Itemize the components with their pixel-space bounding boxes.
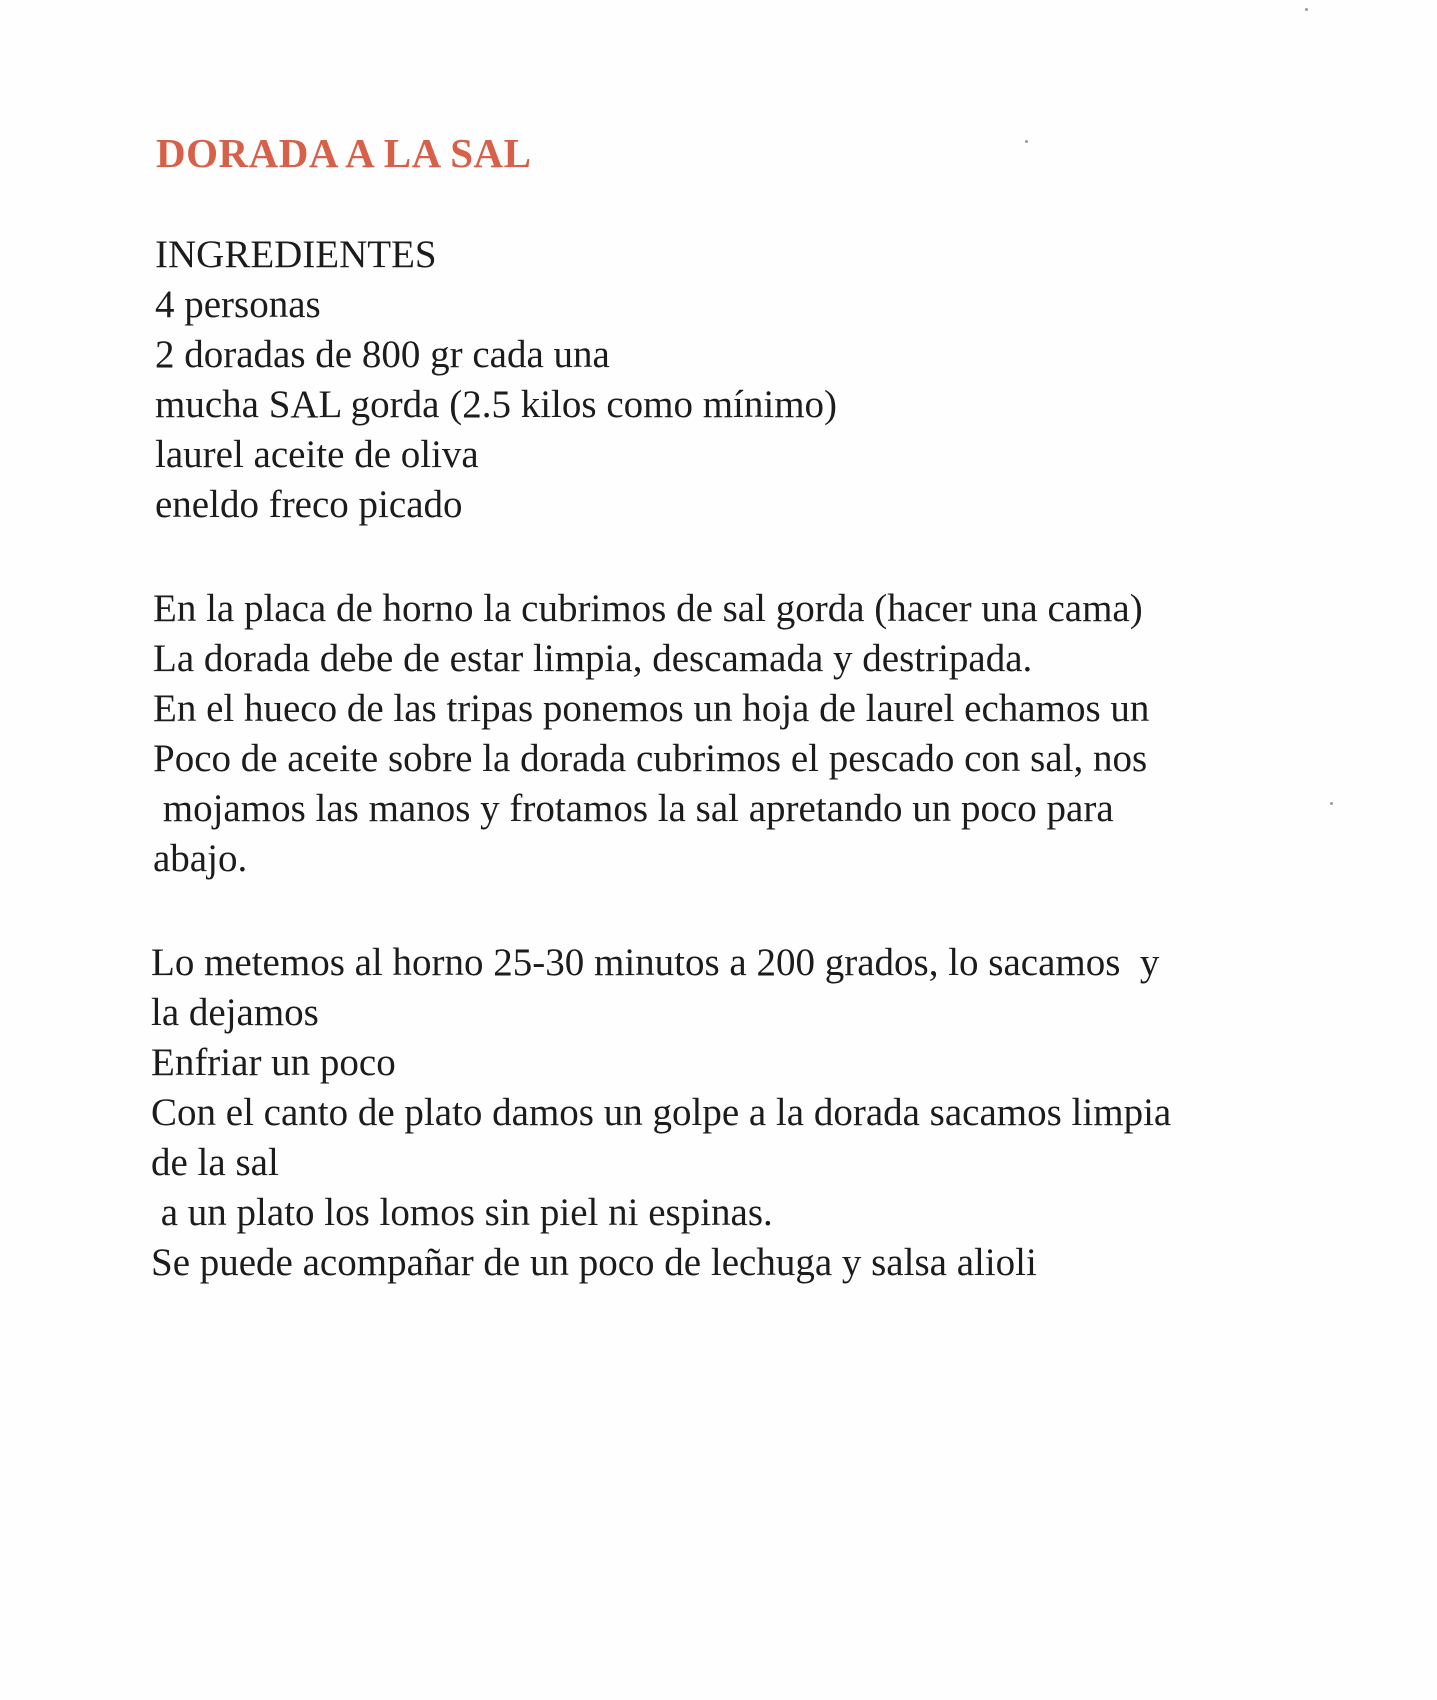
preparation-line: En el hueco de las tripas ponemos un hoja de laurel echamos un [153, 687, 1150, 730]
recipe-title: DORADA A LA SAL [156, 130, 532, 176]
scan-speck [1025, 140, 1028, 143]
scan-speck [1330, 802, 1333, 805]
preparation-line: En la placa de horno la cubrimos de sal gorda (hacer una cama) [153, 587, 1143, 630]
cooking-line: a un plato los lomos sin piel ni espinas. [151, 1191, 773, 1234]
cooking-line: Enfriar un poco [151, 1041, 396, 1084]
cooking-line: Se puede acompañar de un poco de lechuga y salsa alioli [151, 1241, 1037, 1284]
preparation-line: Poco de aceite sobre la dorada cubrimos el pescado con sal, nos [153, 737, 1148, 780]
ingredient-line: laurel aceite de oliva [155, 433, 479, 476]
ingredients-heading: INGREDIENTES [155, 233, 437, 276]
cooking-line: de la sal [151, 1141, 279, 1184]
ingredient-line: 4 personas [155, 283, 321, 326]
cooking-line: la dejamos [151, 991, 319, 1034]
cooking-line: Con el canto de plato damos un golpe a la dorada sacamos limpia [151, 1091, 1172, 1134]
ingredient-line: eneldo freco picado [155, 483, 463, 526]
ingredient-line: 2 doradas de 800 gr cada una [155, 333, 610, 376]
preparation-line: abajo. [153, 837, 248, 880]
ingredient-line: mucha SAL gorda (2.5 kilos como mínimo) [155, 383, 838, 426]
preparation-line: La dorada debe de estar limpia, descamada y destripada. [153, 637, 1033, 680]
preparation-line: mojamos las manos y frotamos la sal apretando un poco para [153, 787, 1114, 830]
scan-speck [1305, 8, 1308, 11]
cooking-line: Lo metemos al horno 25-30 minutos a 200 grados, lo sacamos y [151, 941, 1160, 984]
